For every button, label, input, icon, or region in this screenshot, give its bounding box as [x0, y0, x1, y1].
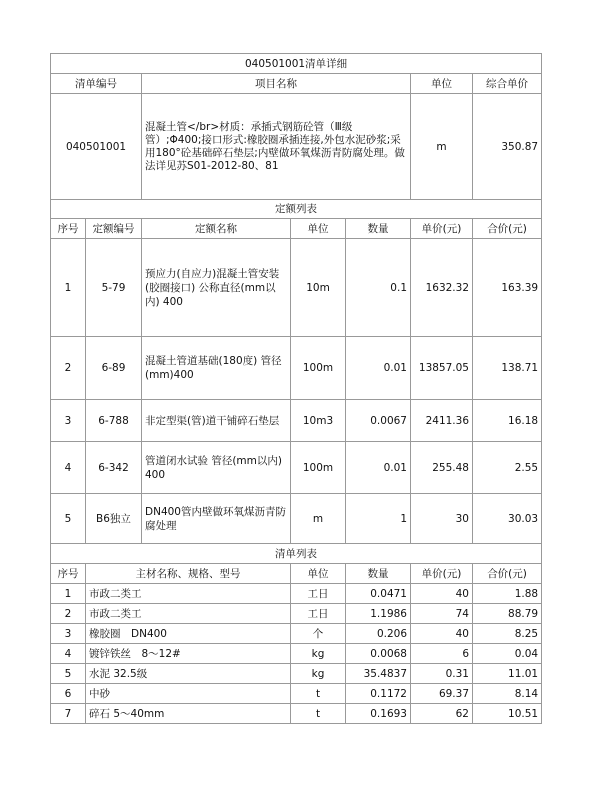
material-qty: 0.206 — [346, 624, 411, 644]
quota-total: 163.39 — [473, 239, 542, 337]
quota-qty: 1 — [346, 494, 411, 544]
quota-price: 13857.05 — [411, 337, 473, 400]
quota-unit: 10m3 — [291, 400, 346, 442]
quota-code: 6-342 — [86, 442, 142, 494]
quota-qty: 0.01 — [346, 442, 411, 494]
quota-section-title: 定额列表 — [51, 200, 542, 219]
material-price: 74 — [411, 604, 473, 624]
material-row — [51, 604, 542, 624]
quota-total: 2.55 — [473, 442, 542, 494]
material-no: 7 — [51, 704, 86, 724]
material-qty: 0.0068 — [346, 644, 411, 664]
quota-price: 30 — [411, 494, 473, 544]
quota-no: 4 — [51, 442, 86, 494]
quota-name: 管道闭水试验 管径(mm以内) 400 — [142, 442, 291, 494]
material-qty: 35.4837 — [346, 664, 411, 684]
table-title: 040501001清单详细 — [51, 54, 542, 74]
material-no: 5 — [51, 664, 86, 684]
item-description: 混凝土管</br>材质：承插式钢筋砼管（Ⅲ级管）;Φ400;接口形式:橡胶圈承插连接,外包水泥砂浆;采用180°砼基础碎石垫层;内壁做环氧煤沥青防腐处理。做法详见苏S01-2012-80、81 — [142, 94, 411, 200]
summary-row — [51, 94, 542, 200]
quota-qty: 0.0067 — [346, 400, 411, 442]
quota-price: 255.48 — [411, 442, 473, 494]
quota-no: 5 — [51, 494, 86, 544]
material-unit: 个 — [291, 624, 346, 644]
quota-name: 非定型渠(管)道干铺碎石垫层 — [142, 400, 291, 442]
quota-code: B6独立 — [86, 494, 142, 544]
quota-name: DN400管内壁做环氧煤沥青防腐处理 — [142, 494, 291, 544]
header-unit: 单位 — [411, 74, 473, 94]
material-name: 橡胶圈 DN400 — [86, 624, 291, 644]
item-price: 350.87 — [473, 94, 542, 200]
material-row — [51, 664, 542, 684]
material-price: 40 — [411, 624, 473, 644]
material-name: 中砂 — [86, 684, 291, 704]
material-unit: kg — [291, 664, 346, 684]
material-qty: 1.1986 — [346, 604, 411, 624]
header-unit-price: 综合单价 — [473, 74, 542, 94]
material-name: 碎石 5～40mm — [86, 704, 291, 724]
material-unit: t — [291, 684, 346, 704]
materials-header-no: 序号 — [51, 564, 86, 584]
detail-table — [50, 53, 542, 724]
material-price: 62 — [411, 704, 473, 724]
material-no: 6 — [51, 684, 86, 704]
quota-total: 30.03 — [473, 494, 542, 544]
material-unit: 工日 — [291, 604, 346, 624]
quota-unit: 100m — [291, 337, 346, 400]
material-row — [51, 584, 542, 604]
quota-qty: 0.01 — [346, 337, 411, 400]
quota-row — [51, 337, 542, 400]
material-no: 4 — [51, 644, 86, 664]
material-row — [51, 704, 542, 724]
quota-no: 3 — [51, 400, 86, 442]
quota-code: 6-89 — [86, 337, 142, 400]
materials-header-qty: 数量 — [346, 564, 411, 584]
quota-row — [51, 400, 542, 442]
quota-name: 预应力(自应力)混凝土管安装(胶圈接口) 公称直径(mm以内) 400 — [142, 239, 291, 337]
quota-row — [51, 494, 542, 544]
material-no: 1 — [51, 584, 86, 604]
materials-header-total: 合价(元) — [473, 564, 542, 584]
material-unit: kg — [291, 644, 346, 664]
material-name: 市政二类工 — [86, 604, 291, 624]
materials-header-name: 主材名称、规格、型号 — [86, 564, 291, 584]
quota-price: 1632.32 — [411, 239, 473, 337]
quota-header-qty: 数量 — [346, 219, 411, 239]
material-qty: 0.1693 — [346, 704, 411, 724]
quota-header-name: 定额名称 — [142, 219, 291, 239]
material-no: 2 — [51, 604, 86, 624]
header-item-name: 项目名称 — [142, 74, 411, 94]
material-qty: 0.0471 — [346, 584, 411, 604]
materials-header-unit: 单位 — [291, 564, 346, 584]
material-row — [51, 624, 542, 644]
material-total: 10.51 — [473, 704, 542, 724]
quota-price: 2411.36 — [411, 400, 473, 442]
material-total: 0.04 — [473, 644, 542, 664]
quota-row — [51, 239, 542, 337]
quota-header-total: 合价(元) — [473, 219, 542, 239]
quota-code: 6-788 — [86, 400, 142, 442]
materials-header-price: 单价(元) — [411, 564, 473, 584]
quota-no: 2 — [51, 337, 86, 400]
material-total: 88.79 — [473, 604, 542, 624]
material-qty: 0.1172 — [346, 684, 411, 704]
material-total: 11.01 — [473, 664, 542, 684]
material-price: 69.37 — [411, 684, 473, 704]
materials-section-title: 清单列表 — [51, 544, 542, 564]
material-price: 0.31 — [411, 664, 473, 684]
quota-header-unit: 单位 — [291, 219, 346, 239]
material-row — [51, 684, 542, 704]
quota-unit: 100m — [291, 442, 346, 494]
material-total: 8.25 — [473, 624, 542, 644]
material-name: 镀锌铁丝 8～12# — [86, 644, 291, 664]
quota-header-price: 单价(元) — [411, 219, 473, 239]
quota-header-row — [51, 219, 542, 239]
summary-header-row — [51, 74, 542, 94]
quota-header-code: 定额编号 — [86, 219, 142, 239]
quota-row — [51, 442, 542, 494]
header-list-code: 清单编号 — [51, 74, 142, 94]
material-unit: t — [291, 704, 346, 724]
material-unit: 工日 — [291, 584, 346, 604]
material-no: 3 — [51, 624, 86, 644]
quota-unit: 10m — [291, 239, 346, 337]
list-code: 040501001 — [51, 94, 142, 200]
quota-header-no: 序号 — [51, 219, 86, 239]
material-row — [51, 644, 542, 664]
quota-no: 1 — [51, 239, 86, 337]
material-total: 1.88 — [473, 584, 542, 604]
materials-header-row — [51, 564, 542, 584]
quota-total: 16.18 — [473, 400, 542, 442]
quota-unit: m — [291, 494, 346, 544]
quota-name: 混凝土管道基础(180度) 管径(mm)400 — [142, 337, 291, 400]
material-price: 6 — [411, 644, 473, 664]
quota-qty: 0.1 — [346, 239, 411, 337]
material-total: 8.14 — [473, 684, 542, 704]
quota-code: 5-79 — [86, 239, 142, 337]
material-name: 水泥 32.5级 — [86, 664, 291, 684]
item-unit: m — [411, 94, 473, 200]
material-price: 40 — [411, 584, 473, 604]
material-name: 市政二类工 — [86, 584, 291, 604]
quota-total: 138.71 — [473, 337, 542, 400]
